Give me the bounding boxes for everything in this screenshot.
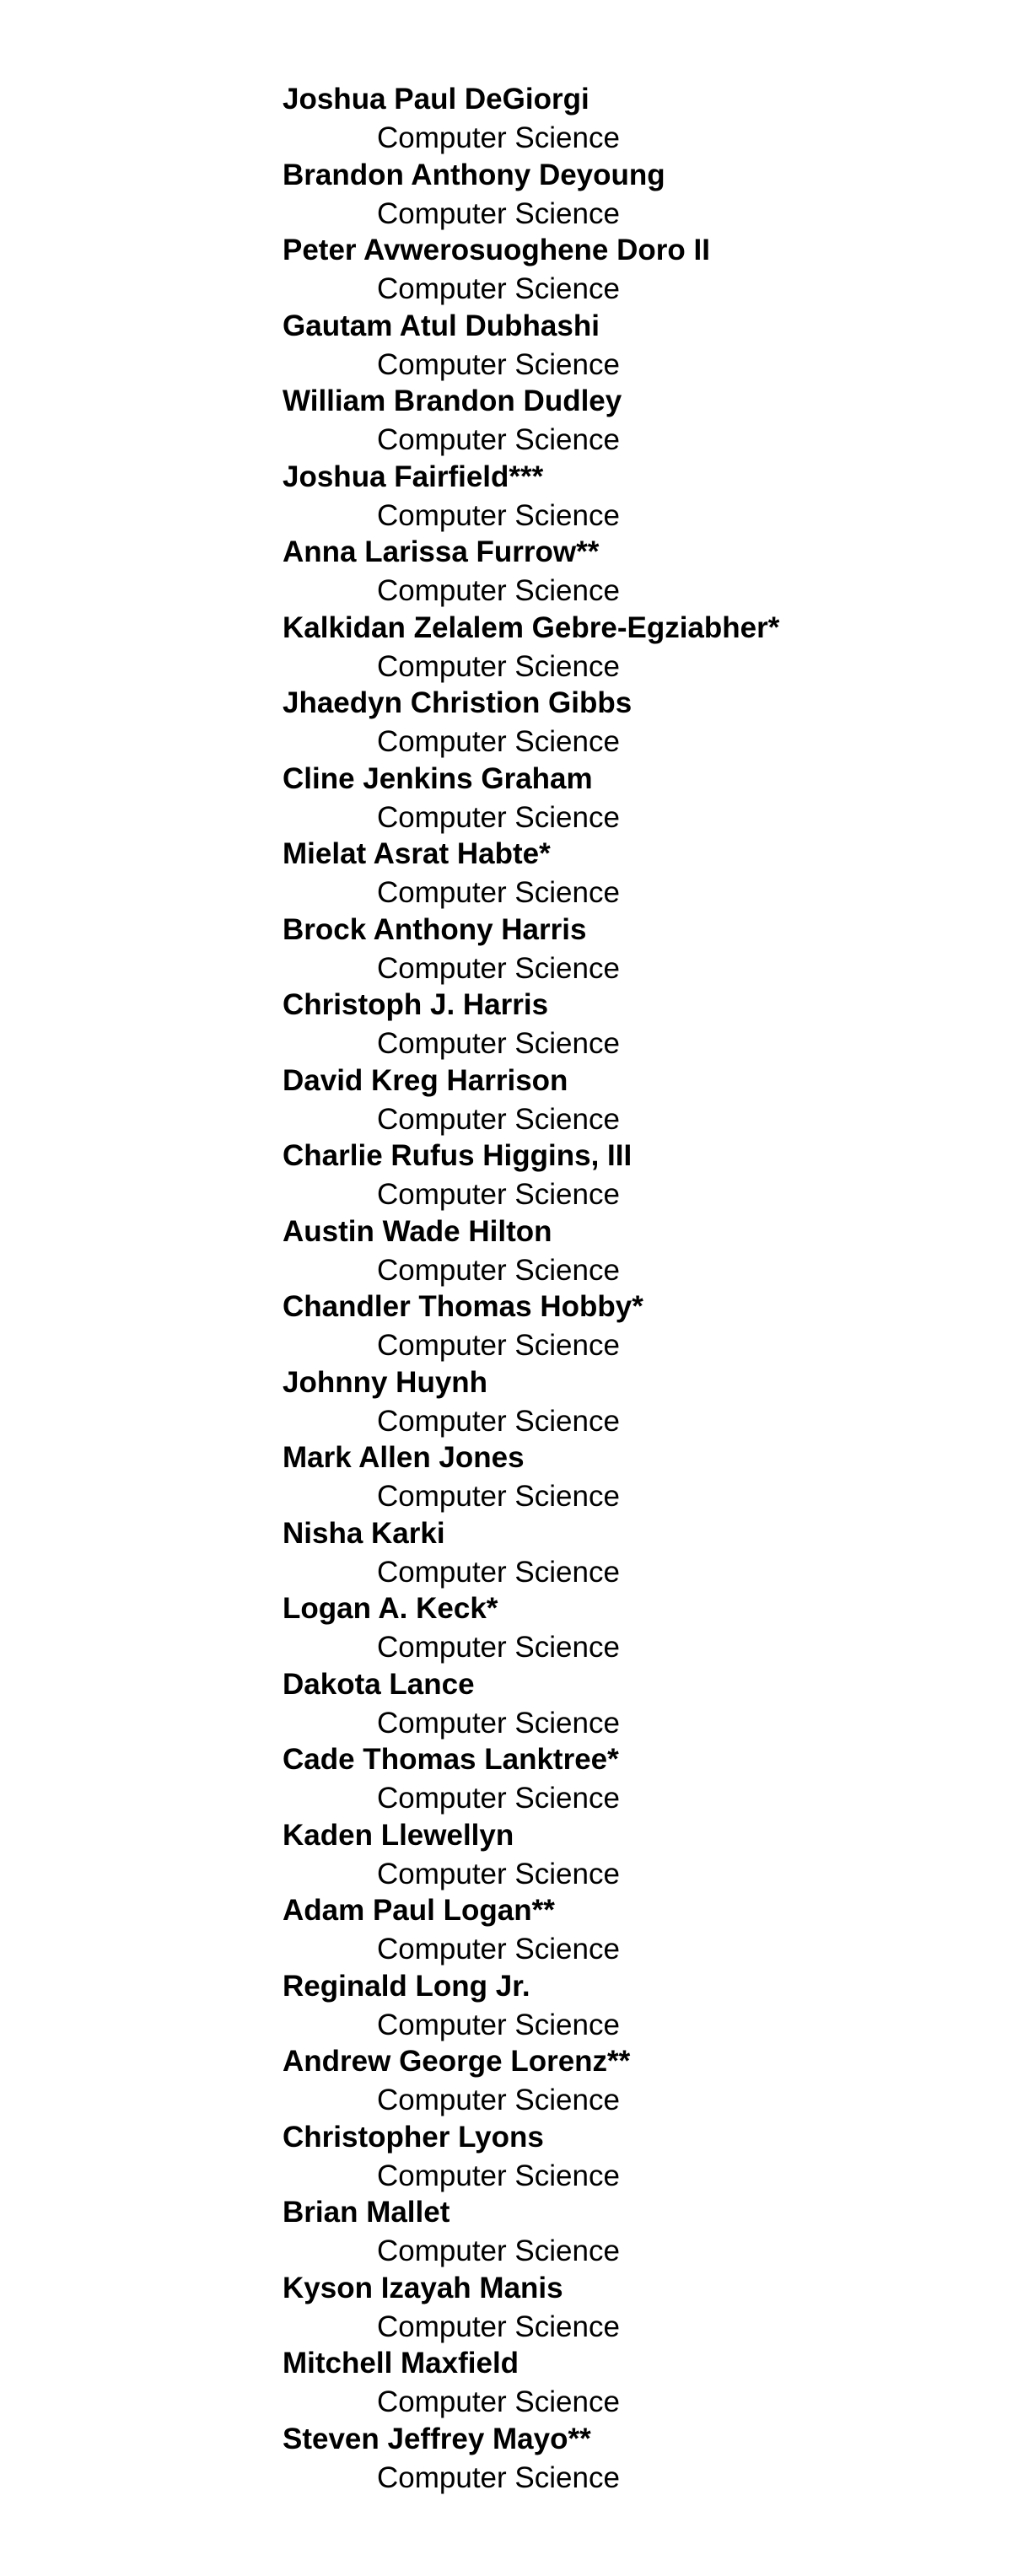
- list-item: [283, 1063, 957, 1142]
- graduate-name: Brian Mallet: [283, 2196, 450, 2229]
- graduate-name: Brock Anthony Harris: [283, 912, 587, 946]
- list-item: [283, 462, 957, 538]
- graduate-name: Kaden Llewellyn: [283, 1818, 514, 1852]
- list-item: [283, 311, 957, 387]
- list-item: [283, 1443, 957, 1519]
- graduate-major: Computer Science: [377, 800, 620, 834]
- graduate-major: Computer Science: [377, 649, 620, 683]
- graduate-name: Anna Larissa Furrow**: [283, 535, 600, 568]
- list-item: [283, 386, 957, 462]
- graduate-major: Computer Science: [377, 2460, 620, 2494]
- graduate-name: Kalkidan Zelalem Gebre-Egziabher*: [283, 610, 780, 644]
- graduate-name: Joshua Fairfield***: [283, 460, 544, 493]
- graduate-name: Adam Paul Logan**: [283, 1894, 555, 1927]
- graduate-name: Christoph J. Harris: [283, 988, 549, 1021]
- graduate-name: Joshua Paul DeGiorgi: [283, 83, 589, 116]
- list-item: [283, 1365, 957, 1444]
- list-item: [283, 2197, 957, 2273]
- graduate-major: Computer Science: [377, 498, 620, 532]
- graduate-name: Mark Allen Jones: [283, 1441, 525, 1474]
- graduate-major: Computer Science: [377, 1253, 620, 1287]
- graduate-major: Computer Science: [377, 1706, 620, 1740]
- graduate-name: Jhaedyn Christion Gibbs: [283, 686, 632, 719]
- list-item: [283, 1820, 957, 1896]
- graduate-major: Computer Science: [377, 1027, 620, 1060]
- graduate-name: William Brandon Dudley: [283, 385, 622, 417]
- graduate-name: Charlie Rufus Higgins, III: [283, 1139, 632, 1172]
- list-item: [283, 912, 957, 991]
- list-item: [283, 688, 957, 764]
- list-item: [283, 1896, 957, 1971]
- list-item: [283, 1292, 957, 1368]
- graduate-major: Computer Science: [377, 1480, 620, 1513]
- graduate-major: Computer Science: [377, 1933, 620, 1966]
- graduate-major: Computer Science: [377, 951, 620, 985]
- graduate-major: Computer Science: [377, 2385, 620, 2418]
- graduate-name: Gautam Atul Dubhashi: [283, 309, 600, 342]
- graduate-major: Computer Science: [377, 121, 620, 154]
- graduate-name: Steven Jeffrey Mayo**: [283, 2422, 591, 2455]
- graduate-name: Cade Thomas Lanktree*: [283, 1743, 619, 1776]
- list-item: [283, 2348, 957, 2424]
- graduate-name: Logan A. Keck*: [283, 1592, 498, 1625]
- graduate-name: Peter Avwerosuoghene Doro II: [283, 234, 710, 266]
- graduate-name: Brandon Anthony Deyoung: [283, 158, 665, 191]
- list-item: [283, 1141, 957, 1217]
- graduate-name: Dakota Lance: [283, 1667, 475, 1701]
- list-item: [283, 235, 957, 311]
- graduate-list: [283, 84, 957, 2499]
- graduate-major: Computer Science: [377, 1404, 620, 1438]
- graduate-major: Computer Science: [377, 1329, 620, 1362]
- graduate-major: Computer Science: [377, 2310, 620, 2343]
- graduate-name: Chandler Thomas Hobby*: [283, 1290, 643, 1323]
- list-item: [283, 839, 957, 915]
- graduate-major: Computer Science: [377, 196, 620, 230]
- graduate-name: Kyson Izayah Manis: [283, 2271, 563, 2304]
- graduate-name: Mielat Asrat Habte*: [283, 837, 551, 870]
- graduate-name: Andrew George Lorenz**: [283, 2045, 631, 2078]
- list-item: [283, 761, 957, 840]
- graduate-major: Computer Science: [377, 1782, 620, 1815]
- list-item: [283, 537, 957, 613]
- graduate-major: Computer Science: [377, 1102, 620, 1136]
- list-item: [283, 2122, 957, 2198]
- graduate-major: Computer Science: [377, 1857, 620, 1890]
- list-item: [283, 1214, 957, 1293]
- graduate-name: Johnny Huynh: [283, 1365, 488, 1399]
- graduate-name: Austin Wade Hilton: [283, 1214, 552, 1248]
- list-item: [283, 84, 957, 160]
- graduate-major: Computer Science: [377, 1631, 620, 1664]
- graduate-major: Computer Science: [377, 2159, 620, 2192]
- graduate-major: Computer Science: [377, 1178, 620, 1211]
- list-item: [283, 610, 957, 689]
- list-item: [283, 990, 957, 1066]
- list-item: [283, 1971, 957, 2047]
- graduate-name: Christopher Lyons: [283, 2120, 544, 2154]
- graduate-major: Computer Science: [377, 574, 620, 607]
- graduate-name: Reginald Long Jr.: [283, 1969, 530, 2003]
- graduate-major: Computer Science: [377, 1555, 620, 1589]
- graduate-major: Computer Science: [377, 2235, 620, 2267]
- graduate-name: Cline Jenkins Graham: [283, 761, 593, 795]
- graduate-major: Computer Science: [377, 2008, 620, 2041]
- graduate-major: Computer Science: [377, 876, 620, 909]
- list-item: [283, 1667, 957, 1745]
- list-item: [283, 2273, 957, 2349]
- list-item: [283, 1745, 957, 1820]
- graduate-name: Nisha Karki: [283, 1516, 445, 1550]
- graduate-major: Computer Science: [377, 423, 620, 456]
- graduate-major: Computer Science: [377, 272, 620, 305]
- graduate-major: Computer Science: [377, 347, 620, 381]
- list-item: [283, 2046, 957, 2122]
- list-item: [283, 1516, 957, 1595]
- list-item: [283, 1594, 957, 1670]
- list-item: [283, 2424, 957, 2500]
- graduate-name: David Kreg Harrison: [283, 1063, 568, 1097]
- graduate-name: Mitchell Maxfield: [283, 2347, 519, 2380]
- graduate-major: Computer Science: [377, 2084, 620, 2116]
- list-item: [283, 160, 957, 236]
- graduate-major: Computer Science: [377, 725, 620, 758]
